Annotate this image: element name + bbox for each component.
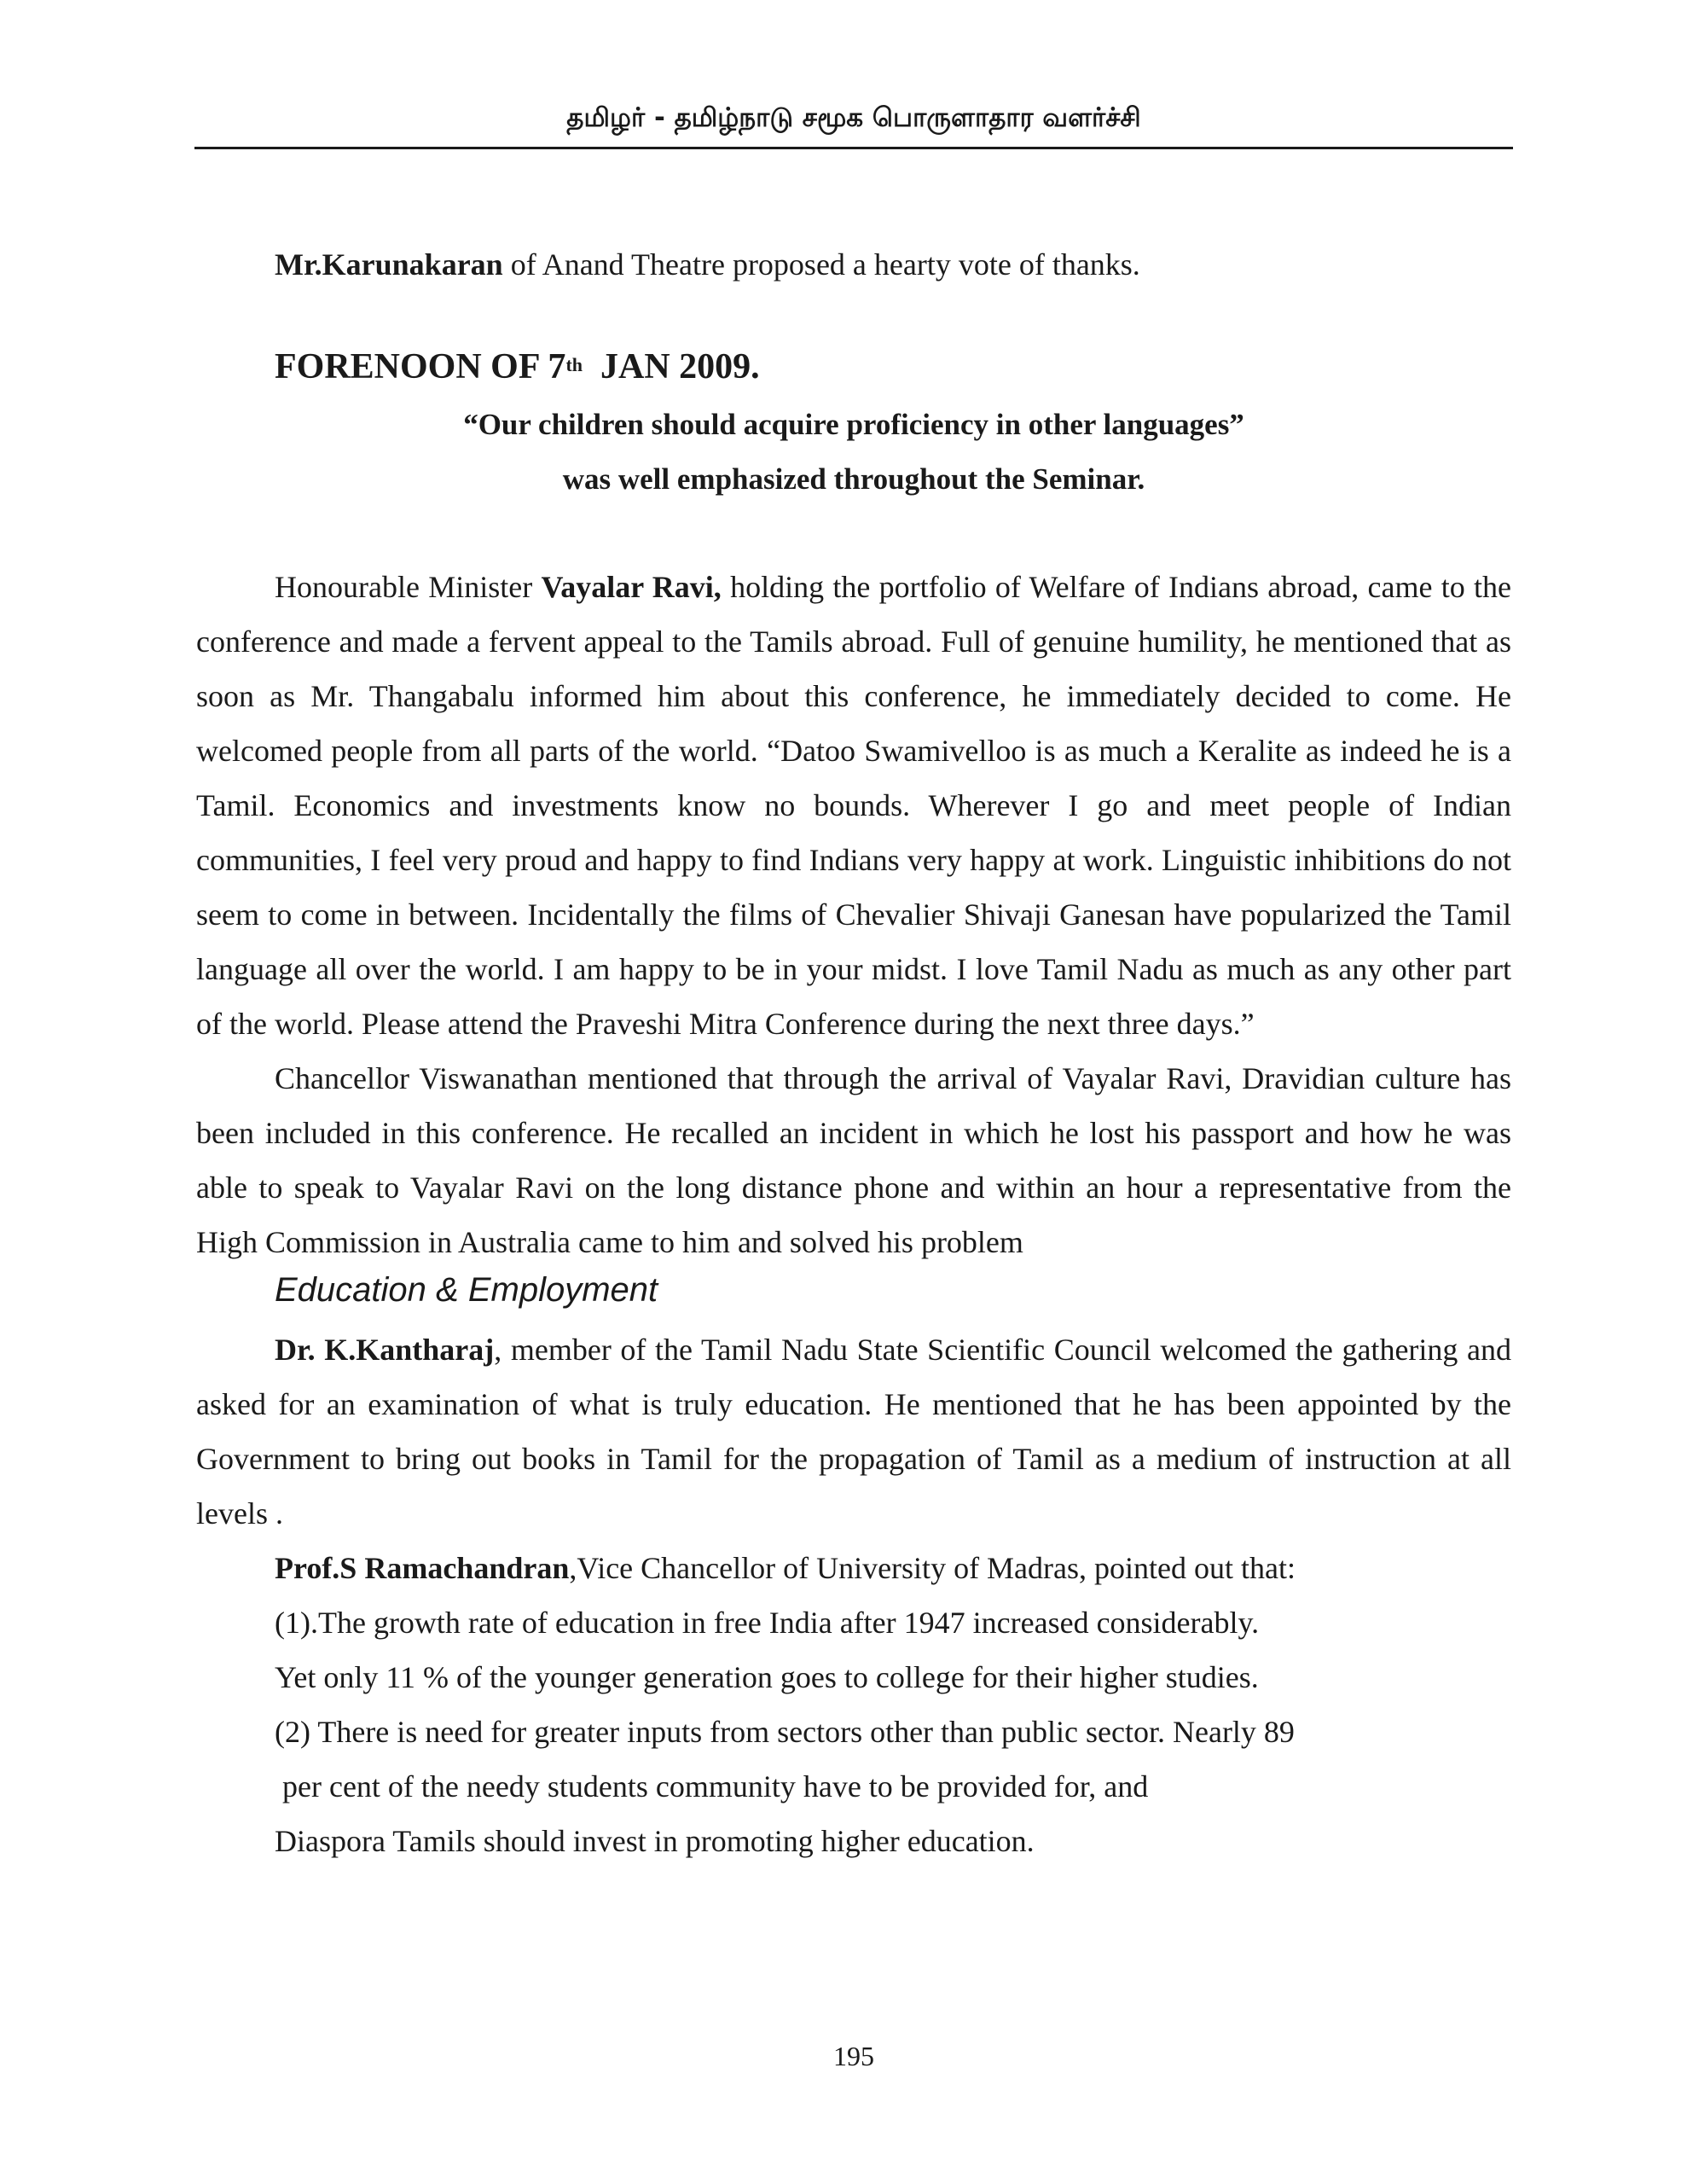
vote-of-thanks-text: of Anand Theatre proposed a hearty vote of thanks. [502,247,1140,282]
running-header: தமிழர் - தமிழ்நாடு சமூக பொருளாதார வளர்ச்சி [566,102,1141,133]
section-heading-prefix: FORENOON OF 7 [275,347,566,386]
ramachandran-point-line: (1).The growth rate of education in free India after 1947 increased considerably. [275,1606,1260,1640]
section-heading [275,340,760,394]
section-heading-superscript: th [565,354,583,375]
ramachandran-intro [196,1541,1511,1595]
kantharaj-paragraph [196,1322,1511,1541]
minister-paragraph-before: Honourable Minister [275,570,542,604]
ramachandran-intro-after: ,Vice Chancellor of University of Madras, pointed out that: [569,1551,1296,1585]
kantharaj-name: Dr. K.Kantharaj [275,1333,495,1367]
quote-line-2: was well emphasized throughout the Seminar. [562,462,1145,496]
ramachandran-point-line: per cent of the needy students community have to be provided for, and [275,1769,1149,1804]
header-rule [194,147,1513,149]
vayalar-ravi-name: Vayalar Ravi, [541,570,722,604]
kantharaj-paragraph-after: , member of the Tamil Nadu State Scientific Council welcomed the gathering and asked for an examination of what is truly education. He mentioned that he has been appointed by the Government to bring out books in Tamil for the propagation of Tamil as a medium of instruction at all levels . [196,1333,1511,1531]
ramachandran-name: Prof.S Ramachandran [275,1551,570,1585]
minister-paragraph-after: holding the portfolio of Welfare of Indians abroad, came to the conference and made a fervent appeal to the Tamils abroad. Full of genuine humility, he mentioned that as soon as Mr. Thangabalu informed him about this conference, he immediately decided to come. He welcomed people from all parts of the world. “Datoo Swamivelloo is as much a Keralite as indeed he is a Tamil. Economics and investments know no bounds. Wherever I go and meet people of Indian communities, I feel very proud and happy to find Indians very happy at work. Linguistic inhibitions do not seem to come in between. Incidentally the films of Chevalier Shivaji Ganesan have popularized the Tamil language all over the world. I am happy to be in your midst. I love Tamil Nadu as much as any other part of the world. Please attend the Praveshi Mitra Conference during the next three days.” [196,570,1512,1041]
karunakaran-name: Mr.Karunakaran [275,247,503,282]
ramachandran-point-line: Yet only 11 % of the younger generation goes to college for their higher studies. [275,1660,1259,1694]
ramachandran-point-line: (2) There is need for greater inputs from sectors other than public sector. Nearly 89 [275,1715,1295,1749]
page-number: 195 [833,2041,874,2071]
education-employment-subheading: Education & Employment [275,1271,658,1309]
ramachandran-point-line: Diaspora Tamils should invest in promoting higher education. [275,1824,1035,1858]
quote-line-1: “Our children should acquire proficiency in other languages” [463,408,1244,441]
section-heading-suffix: JAN 2009. [583,347,760,386]
chancellor-paragraph: Chancellor Viswanathan mentioned that through the arrival of Vayalar Ravi, Dravidian culture has been included in this conference. He recalled an incident in which he lost his passport and how he was able to speak to Vayalar Ravi on the long distance phone and within an hour a representative from the High Commission in Australia came to him and solved his problem [196,1061,1511,1259]
vote-of-thanks-paragraph [196,237,1511,292]
minister-paragraph [196,560,1511,1051]
